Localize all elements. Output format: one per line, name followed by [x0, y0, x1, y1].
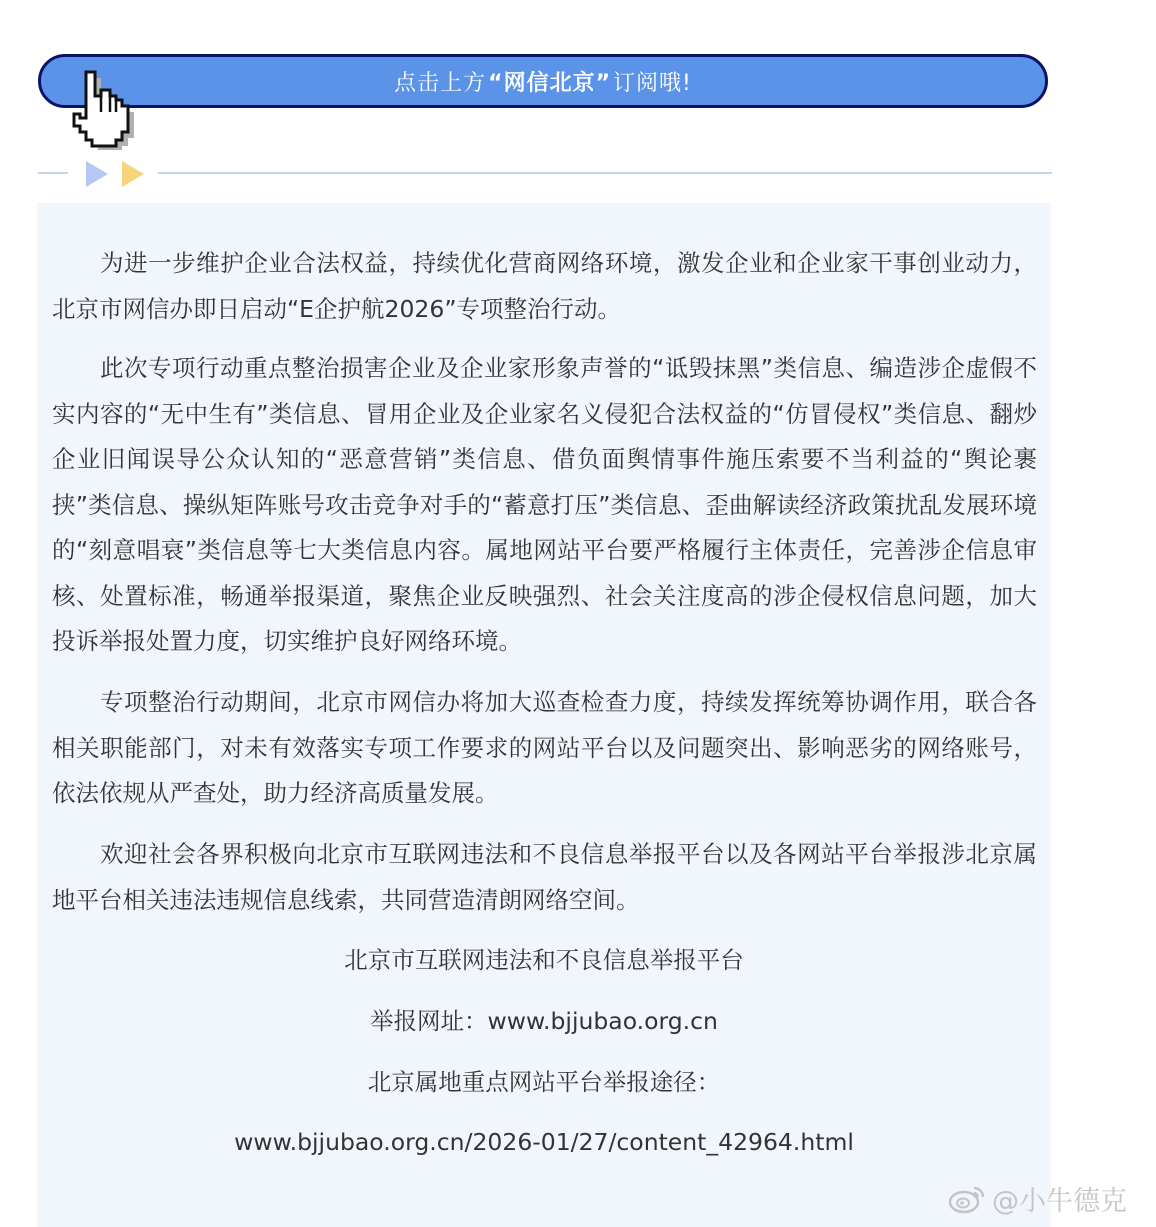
report-channel-url[interactable]: www.bjjubao.org.cn/2026-01/27/content_42964.html [234, 1128, 854, 1156]
watermark [948, 1178, 1153, 1218]
banner-highlight: “网信北京” [488, 70, 612, 96]
banner-suffix: 订阅哦! [613, 70, 692, 96]
weibo-logo-icon [948, 1182, 986, 1214]
triangle-right-icon [86, 161, 110, 187]
triangle-right-icon [122, 161, 146, 187]
report-channel-label: 北京属地重点网站平台举报途径： [367, 1068, 721, 1096]
divider-line-left [38, 172, 68, 174]
divider-line-right [158, 172, 1052, 174]
article-body [37, 203, 1051, 1227]
paragraph-inspection: 专项整治行动期间，北京市网信办将加大巡查检查力度，持续发挥统筹协调作用，联合各相关职能部门，对未有效落实专项工作要求的网站平台以及问题突出、影响恶劣的网络账号，依法依规从严查处，助力经济高质量发展。 [52, 688, 1037, 807]
banner-prefix: 点击上方 [394, 70, 487, 96]
section-divider [38, 158, 1052, 190]
pointer-hand-icon [68, 66, 140, 150]
report-platform-name: 北京市互联网违法和不良信息举报平台 [344, 946, 744, 974]
report-url-line[interactable]: 举报网址：www.bjjubao.org.cn [370, 1007, 718, 1035]
paragraph-intro: 为进一步维护企业合法权益，持续优化营商网络环境，激发企业和企业家干事创业动力，北京市网信办即日启动“E企护航2026”专项整治行动。 [52, 249, 1037, 323]
paragraph-call-to-report: 欢迎社会各界积极向北京市互联网违法和不良信息举报平台以及各网站平台举报涉北京属地平台相关违法违规信息线索，共同营造清朗网络空间。 [52, 840, 1037, 914]
paragraph-targets: 此次专项行动重点整治损害企业及企业家形象声誉的“诋毁抹黑”类信息、编造涉企虚假不实内容的“无中生有”类信息、冒用企业及企业家名义侵犯合法权益的“仿冒侵权”类信息、翻炒企业旧闻误导公众认知的“恶意营销”类信息、借负面舆情事件施压索要不当利益的“舆论裹挟”类信息、操纵矩阵账号攻击竞争对手的“蓄意打压”类信息、歪曲解读经济政策扰乱发展环境的“刻意唱衰”类信息等七大类信息内容。属地网站平台要严格履行主体责任，完善涉企信息审核、处置标准，畅通举报渠道，聚焦企业反映强烈、社会关注度高的涉企侵权信息问题，加大投诉举报处置力度，切实维护良好网络环境。 [52, 354, 1037, 655]
subscribe-banner[interactable] [38, 54, 1048, 108]
watermark-text: @小牛德克 [992, 1185, 1127, 1217]
